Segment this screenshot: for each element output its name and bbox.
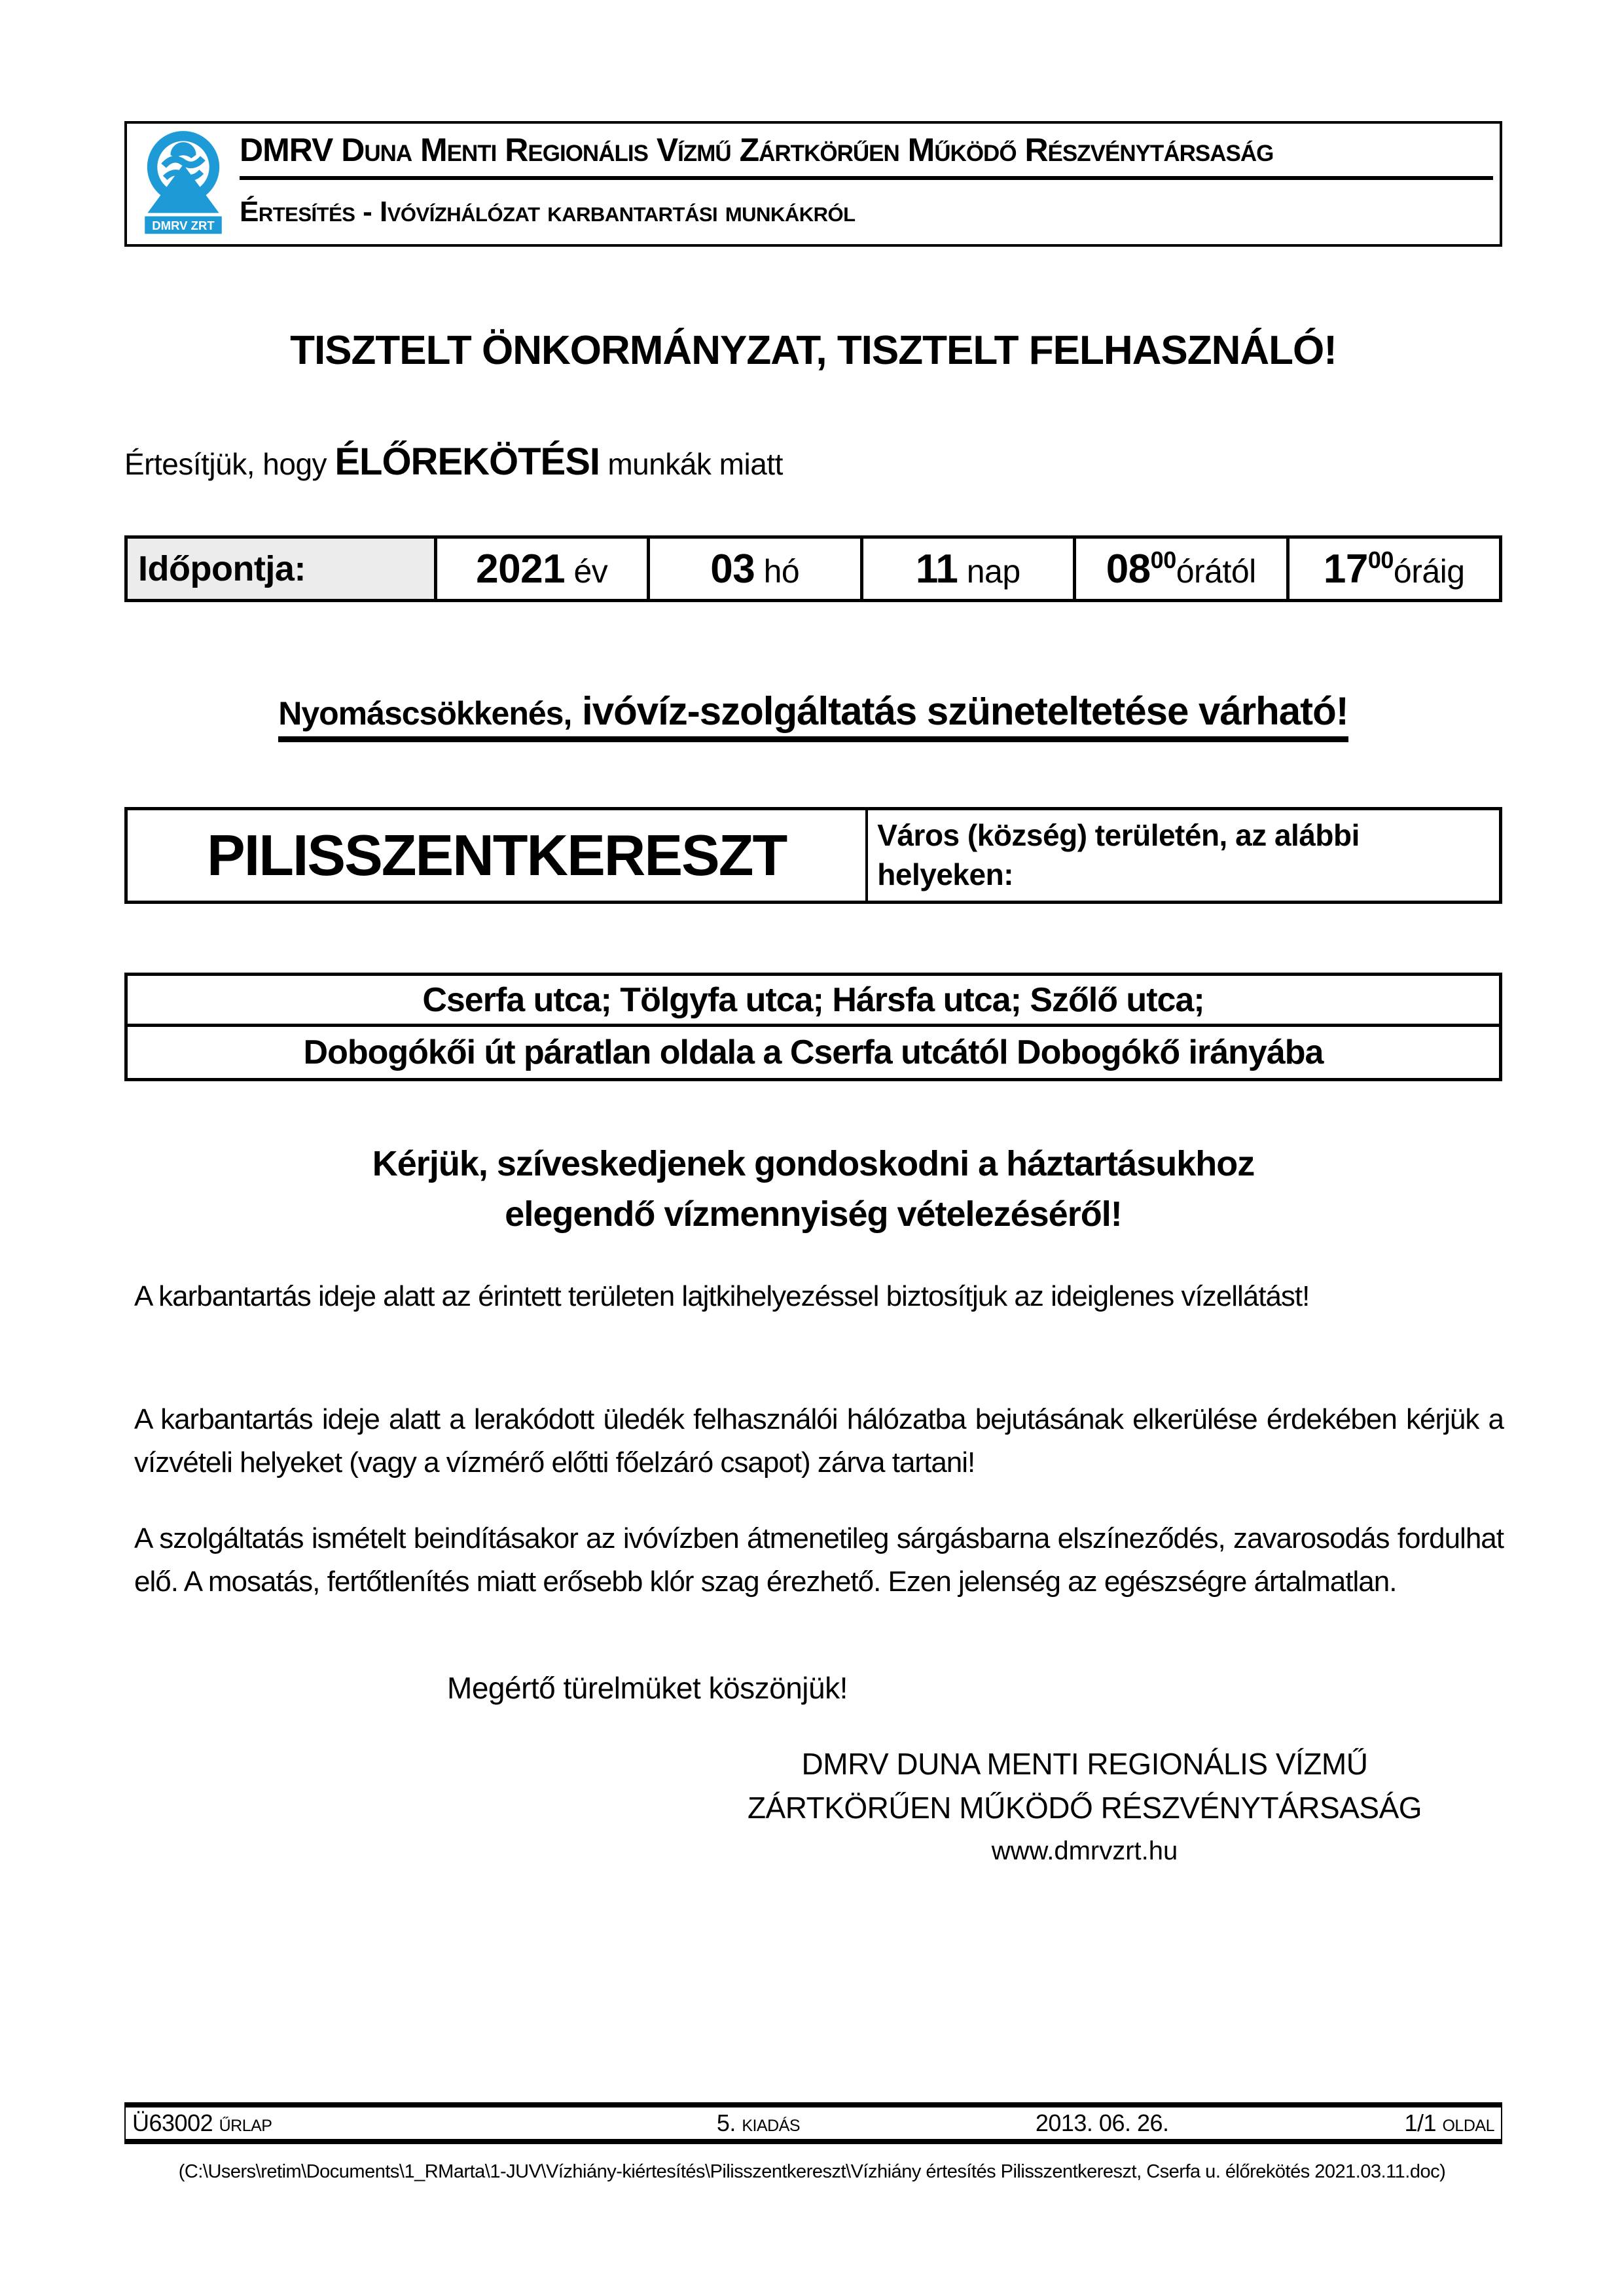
to-minutes: 00: [1367, 546, 1394, 573]
year-value: 2021: [476, 546, 566, 592]
footer-date: 2013. 06. 26.: [1035, 2109, 1169, 2136]
warning-lead: Nyomáscsökkenés,: [278, 695, 572, 732]
header-title-row: [240, 124, 1493, 180]
intro-highlight: ÉLŐREKÖTÉSI: [334, 440, 600, 483]
company-title: DMRV Duna Menti Regionális Vízmű Zártkörűen Működő Részvénytársaság: [240, 132, 1274, 168]
page-label: oldal: [1442, 2109, 1494, 2136]
notice-subtitle: Értesítés - Ivóvízhálózat karbantartási munkákról: [240, 196, 856, 228]
schedule-to-cell: [1288, 537, 1501, 601]
from-hour: 08: [1106, 546, 1151, 592]
streets-box: [124, 973, 1502, 1081]
form-label: űrlap: [219, 2109, 272, 2136]
month-value: 03: [710, 546, 755, 592]
footer-bar: [124, 2102, 1502, 2144]
signature-line-1: DMRV DUNA MENTI REGIONÁLIS VÍZMŰ: [801, 1747, 1368, 1781]
website-url: www.dmrvzrt.hu: [991, 1837, 1178, 1865]
from-unit: órától: [1176, 552, 1256, 590]
to-unit: óráig: [1393, 552, 1465, 590]
location-box: [124, 807, 1502, 904]
warning-rest: ivóvíz-szolgáltatás szüneteltetése várható!: [571, 689, 1348, 733]
month-unit: hó: [755, 552, 800, 590]
form-code: Ü63002: [132, 2109, 219, 2136]
request-line-1: Kérjük, szíveskedjenek gondoskodni a háztartásukhoz: [372, 1144, 1255, 1183]
intro-suffix: munkák miatt: [600, 447, 783, 481]
signature-line-2: ZÁRTKÖRŰEN MŰKÖDŐ RÉSZVÉNYTÁRSASÁG: [747, 1790, 1422, 1825]
salutation-heading: TISZTELT ÖNKORMÁNYZAT, TISZTELT FELHASZNÁLÓ!: [290, 328, 1337, 373]
request-line-2: elegendő vízmennyiség vételezéséről!: [505, 1194, 1122, 1234]
footer-form: [126, 2109, 593, 2137]
paragraph-discoloration: A szolgáltatás ismételt beindításakor az ivóvízben átmenetileg sárgásbarna elszíneződés, zavarosodás fordulhat elő. A mosatás, fertőtlenítés miatt erősebb klór szag érezhető. Ezen jelenség az egészségre ártalmatlan.: [134, 1522, 1504, 1598]
request-heading: [124, 1139, 1502, 1239]
schedule-row: [126, 537, 1501, 601]
edition-label: kiadás: [742, 2109, 801, 2136]
day-unit: nap: [958, 552, 1020, 590]
footer-edition: [593, 2109, 923, 2137]
schedule-month-cell: [649, 537, 862, 601]
file-path: (C:\Users\retim\Documents\1_RMarta\1-JUV\Vízhiány-kiértesítés\Pilisszentkereszt\Vízhiány értesítés Pilisszentkereszt, Cserfa u. élőrekötés 2021.03.11.doc): [178, 2161, 1446, 2182]
schedule-label-cell: Időpontja:: [126, 537, 436, 601]
thanks-line: Megértő türelmüket köszönjük!: [447, 1671, 848, 1705]
paragraph-keep-taps-closed: A karbantartás ideje alatt a lerakódott üledék felhasználói hálózatba bejutásának elkerülése érdekében kérjük a vízvételi helyeket (vagy a vízmérő előtti főelzáró csapot) zárva tartani!: [134, 1403, 1504, 1479]
logo-text: DMRV ZRT: [152, 219, 215, 233]
schedule-table: [124, 535, 1502, 602]
day-value: 11: [915, 546, 958, 592]
city-description: Város (község) területén, az alábbi helyeken:: [877, 818, 1360, 891]
page-number: 1/1: [1404, 2109, 1443, 2136]
intro-prefix: Értesítjük, hogy: [124, 447, 335, 481]
header: [124, 121, 1502, 247]
from-minutes: 00: [1150, 546, 1176, 573]
street-row-1: Cserfa utca; Tölgyfa utca; Hársfa utca; Szőlő utca;: [128, 976, 1499, 1027]
edition-number: 5.: [716, 2109, 742, 2136]
dmrv-logo-icon: [139, 126, 227, 242]
intro-line: [124, 440, 1502, 484]
footer-page: [1281, 2109, 1501, 2137]
paragraph-temporary-supply: A karbantartás ideje alatt az érintett területen lajtkihelyezéssel biztosítjuk az ideiglenes vízellátást!: [134, 1280, 1310, 1312]
schedule-year-cell: [435, 537, 649, 601]
signature-block: [676, 1742, 1494, 1829]
logo-cell: [127, 124, 240, 244]
city-name: PILISSZENTKERESZT: [128, 810, 868, 901]
header-subtitle-row: [240, 180, 1493, 244]
year-unit: év: [565, 552, 608, 590]
warning-line: [124, 689, 1502, 742]
schedule-from-cell: [1075, 537, 1288, 601]
header-text-block: [240, 124, 1500, 244]
warning-underline: [278, 689, 1348, 742]
to-hour: 17: [1323, 546, 1368, 592]
street-row-2: Dobogókői út páratlan oldala a Cserfa utcától Dobogókő irányába: [303, 1033, 1324, 1071]
schedule-day-cell: [861, 537, 1075, 601]
